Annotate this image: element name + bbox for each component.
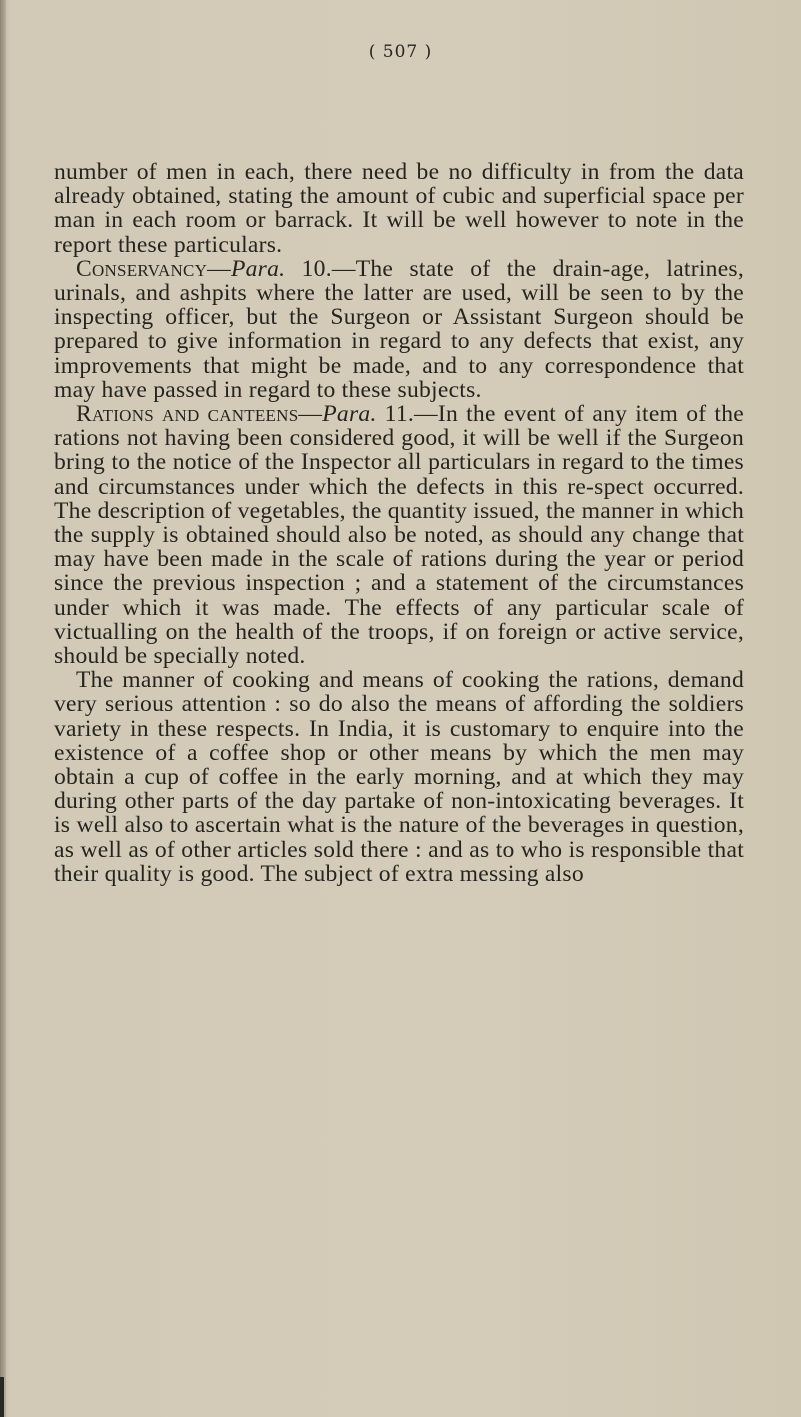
paragraph-text: —In the event of any item of the rations not having been considered good, it will be well if the Surgeon bring to the notice of the Inspector all particulars in regard to the times and circumstances under which the defects in this re-spect occurred. The description of vegetables, the quantity issued, the manner in which the supply is obtained should also be noted, as should any change that may have been made in the scale of rations during the year or period since the previous inspection ; and a statement of the circumstances under which it was made. The effects of any particular scale of victualling on the health of the troops, if on foreign or active service, should be specially noted. (54, 401, 745, 670)
body-text (54, 160, 744, 886)
paragraph-continuation (54, 160, 744, 257)
para-number: 11. (376, 401, 415, 428)
para-label: Para. (230, 255, 286, 282)
paragraph-cooking (54, 668, 744, 886)
paragraph-conservancy: Conservancy—Para. 10.—The state of the drain-age, latrines, urinals, and ashpits where the latter are used, will be seen to by the inspecting officer, but the Surgeon or Assistant Surgeon should be prepared to give information in regard to any defects that exist, any improvements that might be made, and to any correspondence that may have passed in regard to these subjects. (54, 255, 744, 403)
paragraph-rations: Rations and canteens—Para. 11.—In the event of any item of the rations not having been considered good, it will be well if the Surgeon bring to the notice of the Inspector all particulars in regard to the times and circumstances under which the defects in this re-spect occurred. The description of vegetables, the quantity issued, the manner in which the supply is obtained should also be noted, as should any change that may have been made in the scale of rations during the year or period since the previous inspection ; and a statement of the circumstances under which it was made. The effects of any particular scale of victualling on the health of the troops, if on foreign or active service, should be specially noted. (54, 401, 745, 670)
page-number: ( 507 ) (368, 42, 433, 62)
para-label: Para. (322, 401, 377, 428)
paragraph-text: number of men in each, there need be no difficulty in from the data already obtained, stating the amount of cubic and superficial space per man in each room or barrack. It will be well however to note in the report these particulars. (54, 159, 744, 258)
section-heading-rations: Rations and canteens (76, 401, 299, 428)
section-heading-conservancy: Conservancy (76, 255, 208, 282)
page-edge-dark (0, 1377, 4, 1417)
page-spine-shadow (0, 0, 6, 1417)
paragraph-text: —The state of the drain-age, latrines, urinals, and ashpits where the latter are used, will be seen to by the inspecting officer, but the Surgeon or Assistant Surgeon should be prepared to give information in regard to any defects that exist, any improvements that might be made, and to any correspondence that may have passed in regard to these subjects. (54, 255, 744, 403)
paragraph-text: The manner of cooking and means of cooking the rations, demand very serious attention : so do also the means of affording the soldiers variety in these respects. In India, it is customary to enquire into the existence of a coffee shop or other means by which the men may obtain a cup of coffee in the early morning, and at which they may during other parts of the day partake of non-intoxicating beverages. It is well also to ascertain what is the nature of the beverages in question, as well as of other articles sold there : and as to who is responsible that their quality is good. The subject of extra messing also (54, 667, 744, 887)
para-number: 10. (285, 255, 332, 282)
